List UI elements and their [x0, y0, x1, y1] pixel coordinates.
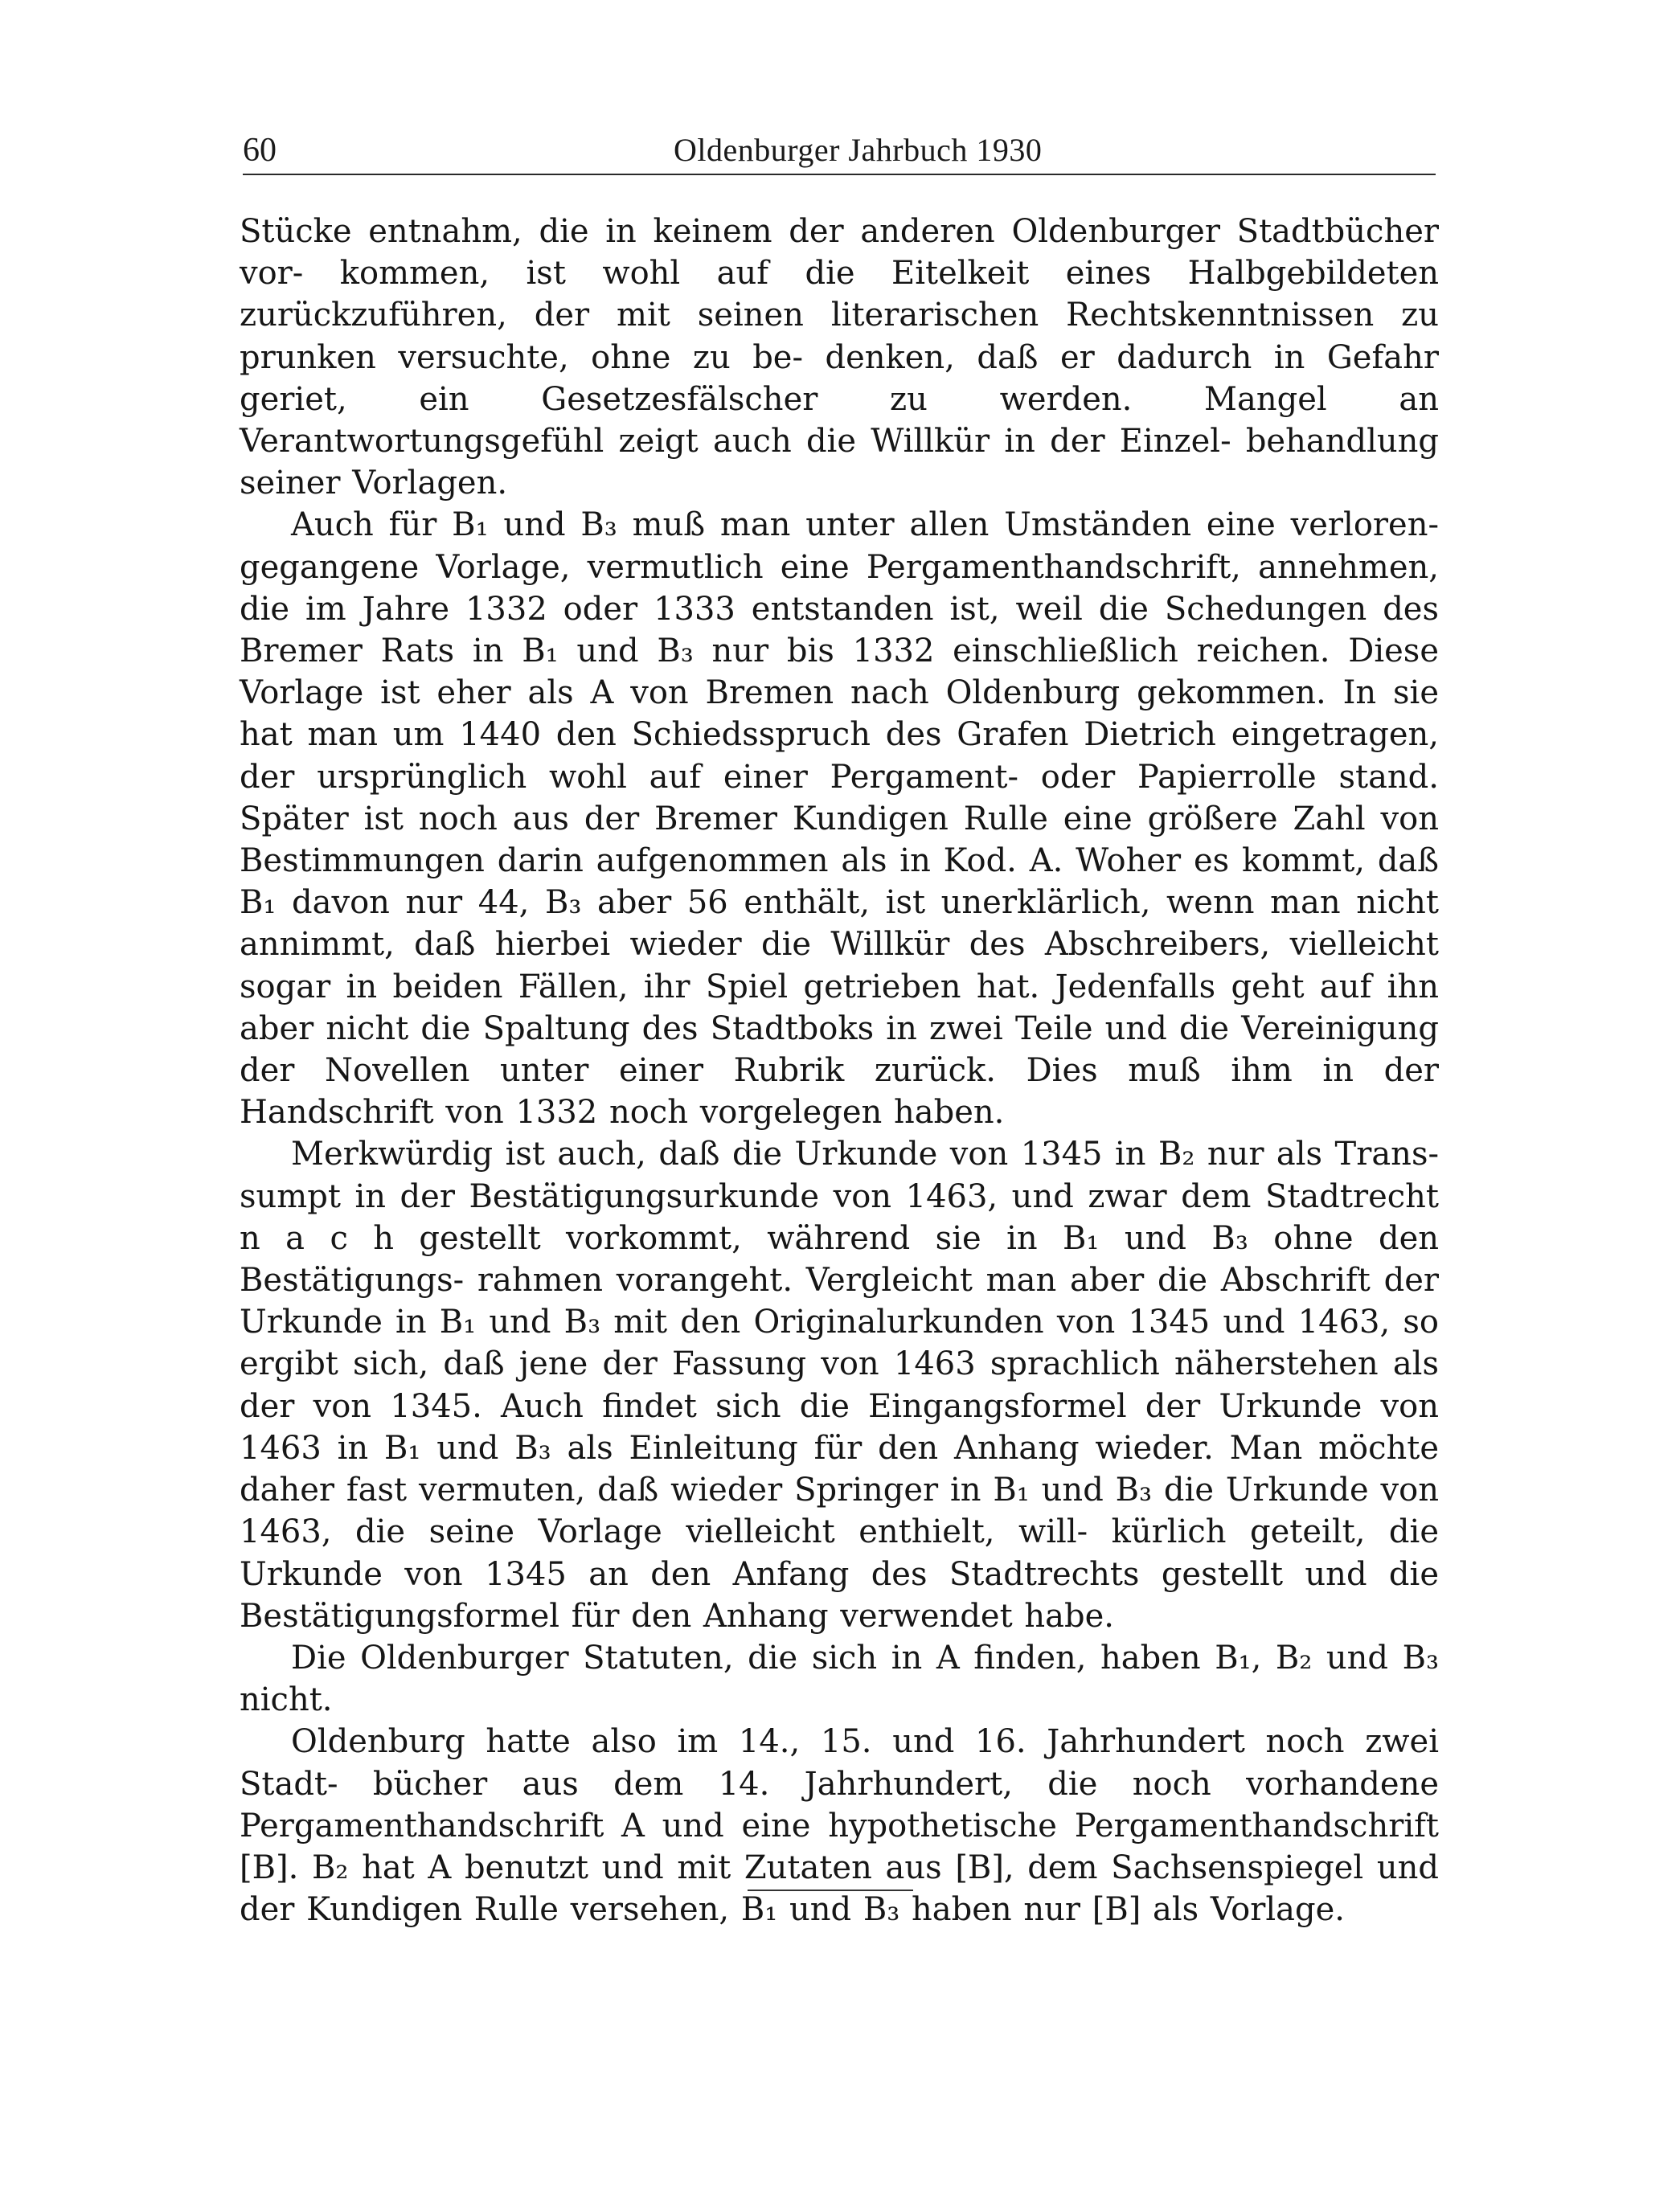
paragraph-3: Merkwürdig ist auch, daß die Urkunde von 1345 in B₂ nur als Trans- sumpt in der Bestätigungsurkunde von 1463, und zwar dem Stadtrecht n a c h gestellt vorkommt, während sie in B₁ und B₃ ohne den Bestätigungs- rahmen vorangeht. Vergleicht man aber die Abschrift der Urkunde in B₁ und B₃ mit den Originalurkunden von 1345 und 1463, so ergibt sich, daß jene der Fassung von 1463 sprachlich näherstehen als der von 1345. Auch findet sich die Eingangsformel der Urkunde von 1463 in B₁ und B₃ als Einleitung für den Anhang wieder. Man möchte daher fast vermuten, daß wieder Springer in B₁ und B₃ die Urkunde von 1463, die seine Vorlage vielleicht enthielt, will- kürlich geteilt, die Urkunde von 1345 an den Anfang des Stadtrechts gestellt und die Bestätigungsformel für den Anhang verwendet habe.	[240, 1136, 1439, 1635]
header-rule	[243, 174, 1436, 175]
running-title: Oldenburger Jahrbuch 1930	[674, 132, 1043, 168]
body-text	[240, 211, 1439, 1931]
page-number: 60	[243, 132, 277, 169]
paragraph-4: Die Oldenburger Statuten, die sich in A finden, haben B₁, B₂ und B₃ nicht.	[240, 1639, 1439, 1719]
paragraph-1: Stücke entnahm, die in keinem der anderen Oldenburger Stadtbücher vor- kommen, ist wohl auf die Eitelkeit eines Halbgebildeten zurückzuführen, der mit seinen literarischen Rechtskenntnissen zu prunken versuchte, ohne zu be- denken, daß er dadurch in Gefahr geriet, ein Gesetzesfälscher zu werden. Mangel an Verantwortungsgefühl zeigt auch die Willkür in der Einzel- behandlung seiner Vorlagen.	[240, 213, 1439, 502]
paragraph-5: Oldenburg hatte also im 14., 15. und 16. Jahrhundert noch zwei Stadt- bücher aus dem 14. Jahrhundert, die noch vorhandene Pergamenthandschrift A und eine hypothetische Pergamenthandschrift [B]. B₂ hat A benutzt und mit Zutaten aus [B], dem Sachsenspiegel und der Kundigen Rulle versehen, B₁ und B₃ haben nur [B] als Vorlage.	[240, 1723, 1439, 1929]
end-rule	[748, 1890, 913, 1891]
page-header	[243, 129, 1436, 175]
paragraph-2: Auch für B₁ und B₃ muß man unter allen Umständen eine verloren- gegangene Vorlage, vermutlich eine Pergamenthandschrift, annehmen, die im Jahre 1332 oder 1333 entstanden ist, weil die Schedungen des Bremer Rats in B₁ und B₃ nur bis 1332 einschließlich reichen. Diese Vorlage ist eher als A von Bremen nach Oldenburg gekommen. In sie hat man um 1440 den Schiedsspruch des Grafen Dietrich eingetragen, der ursprünglich wohl auf einer Pergament- oder Papierrolle stand. Später ist noch aus der Bremer Kundigen Rulle eine größere Zahl von Bestimmungen darin aufgenommen als in Kod. A. Woher es kommt, daß B₁ davon nur 44, B₃ aber 56 enthält, ist unerklärlich, wenn man nicht annimmt, daß hierbei wieder die Willkür des Abschreibers, vielleicht sogar in beiden Fällen, ihr Spiel getrieben hat. Jedenfalls geht auf ihn aber nicht die Spaltung des Stadtboks in zwei Teile und die Vereinigung der Novellen unter einer Rubrik zurück. Dies muß ihm in der Handschrift von 1332 noch vorgelegen haben.	[240, 506, 1439, 1132]
